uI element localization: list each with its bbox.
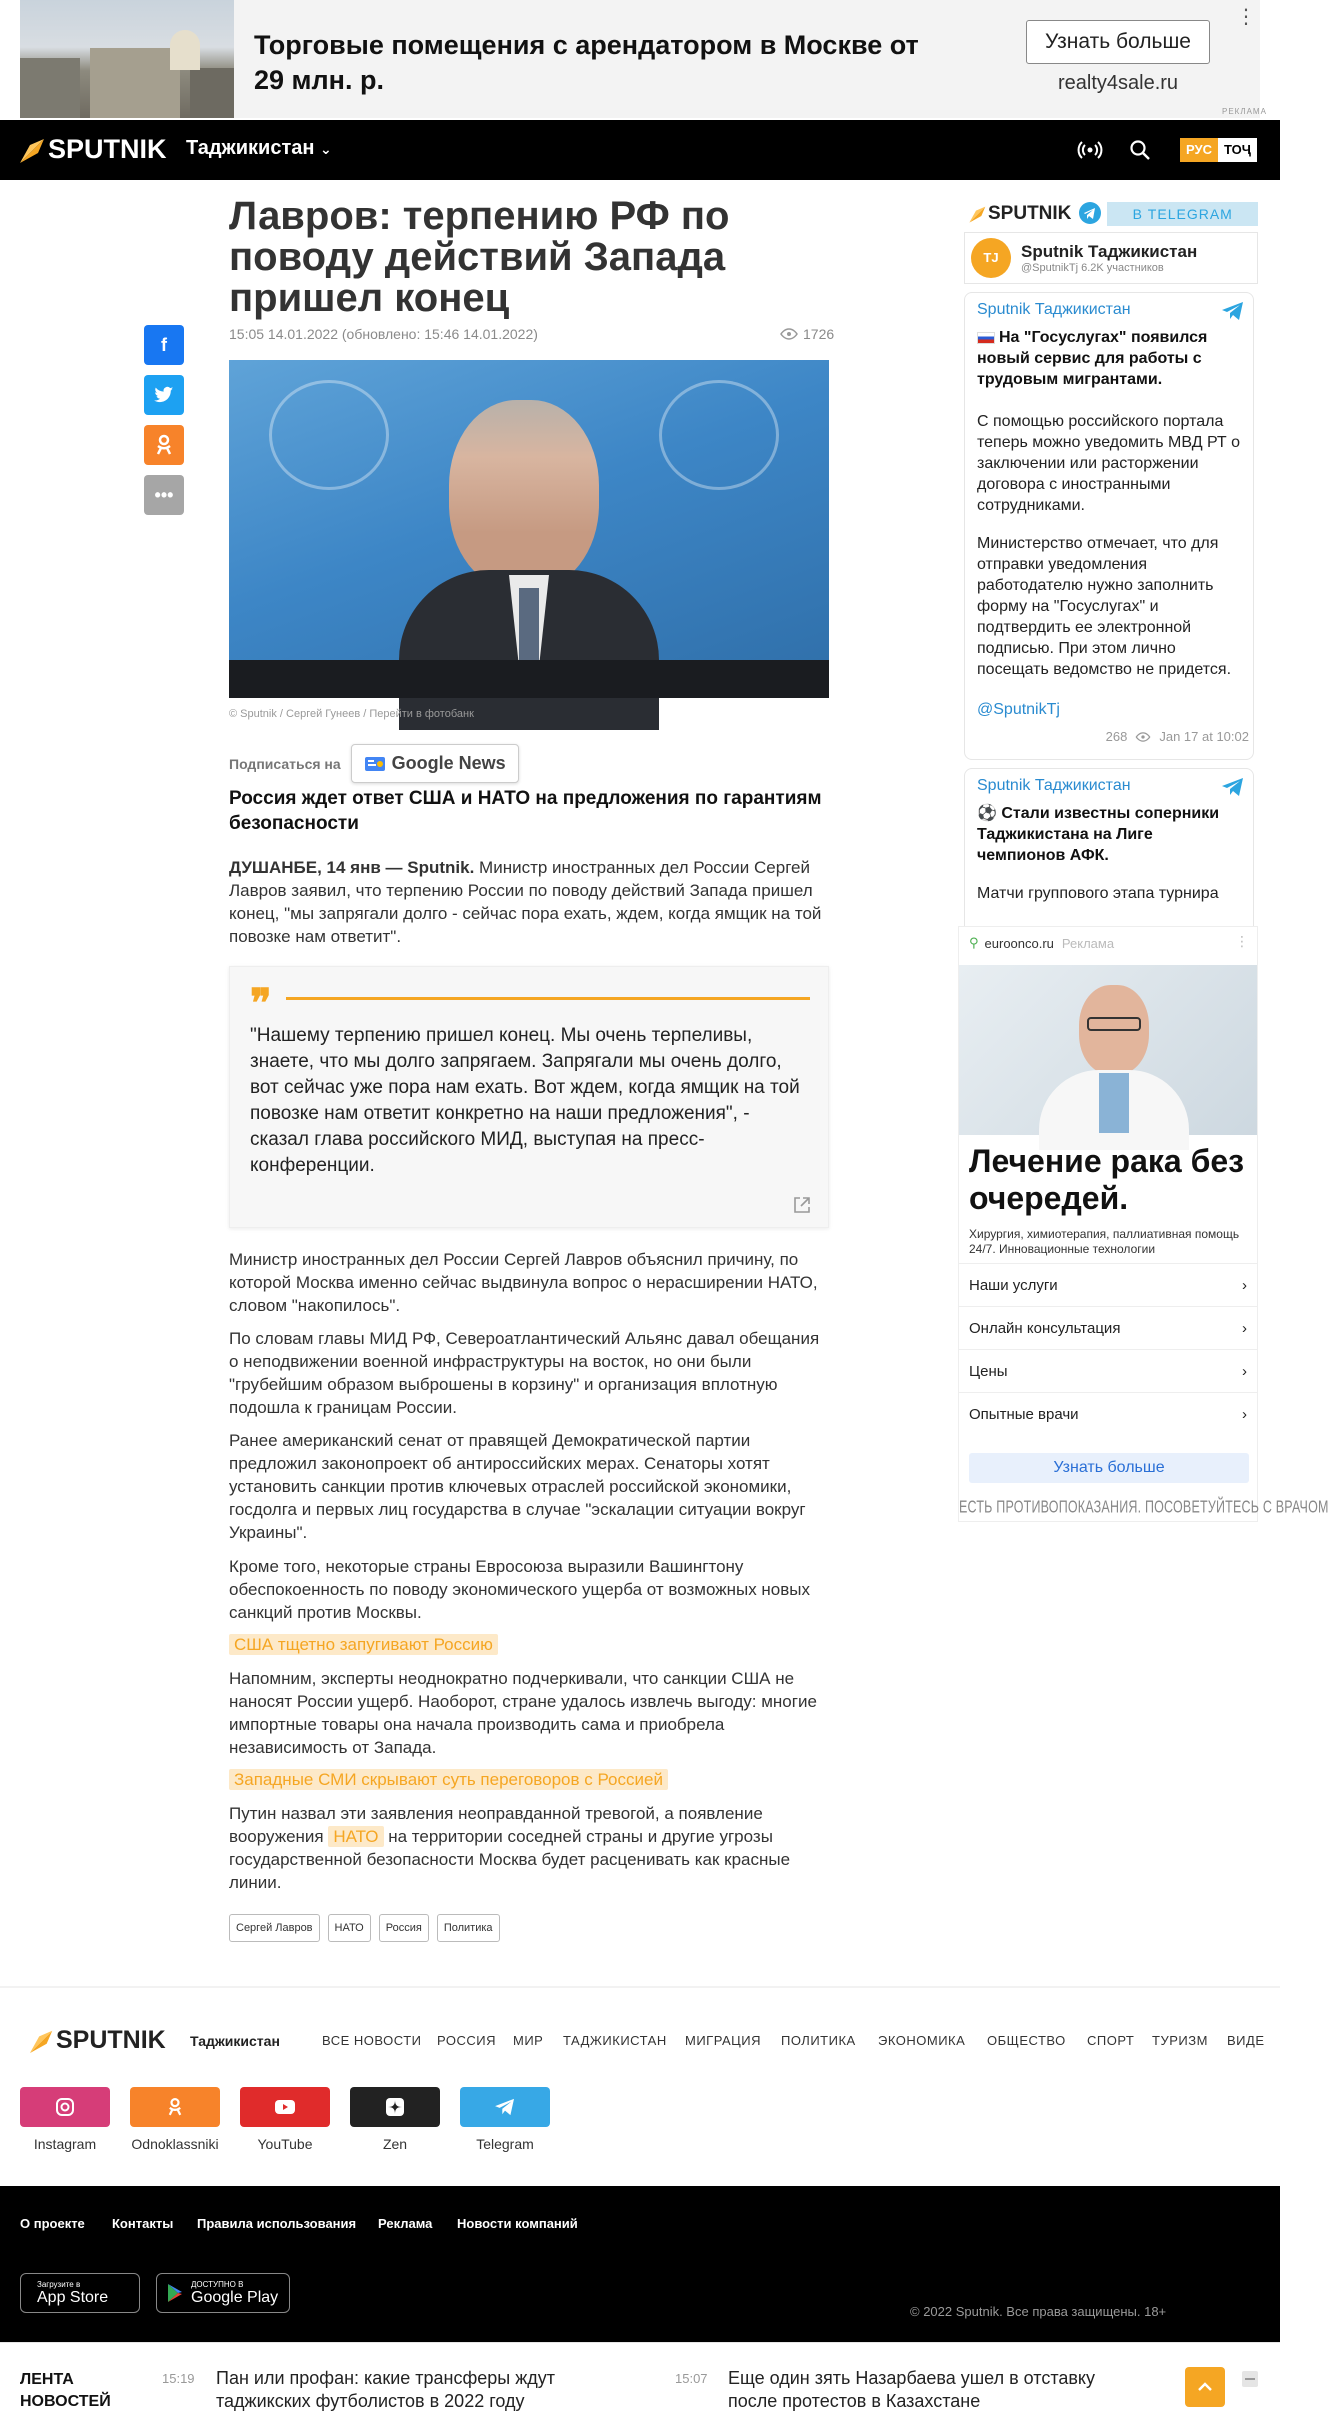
telegram-icon (1079, 202, 1101, 224)
article-photo[interactable] (229, 360, 829, 698)
ad-menu-item[interactable] (959, 1392, 1257, 1435)
ticker-item[interactable]: Еще один зять Назарбаева ушел в отставку после протестов в Казахстане (728, 2368, 1096, 2411)
post-meta (1089, 729, 1249, 744)
article-title: Лавров: терпению РФ по поводу действий Запада пришел конец (229, 194, 730, 320)
quote-icon: ❞ (250, 980, 272, 1027)
social-label[interactable]: Instagram (33, 2136, 97, 2152)
ad-learn-more-button[interactable]: Узнать больше (1026, 20, 1210, 64)
post-author[interactable]: Sputnik Таджикистан (977, 301, 1131, 318)
photo-caption[interactable]: © Sputnik / Сергей Гунеев / Перейти в фотобанк (229, 708, 474, 720)
share-quote-icon[interactable] (792, 1195, 812, 1215)
social-label[interactable]: Odnoklassniki (131, 2136, 219, 2152)
in-telegram-label: В TELEGRAM (1107, 202, 1258, 226)
site-header (0, 120, 1280, 180)
related-link-2[interactable]: Западные СМИ скрывают суть переговоров с Россией (229, 1769, 668, 1790)
telegram-icon (1221, 301, 1245, 321)
paragraph-7-start: Путин назвал эти заявления неоправданной тревогой, а появление вооружения (229, 1804, 763, 1846)
ad-domain[interactable]: realty4sale.ru (1057, 72, 1179, 94)
paragraph-1-text: Министр иностранных дел России Сергей Лавров заявил, что терпению России по поводу действий Запада пришел конец, "мы запрягали долго - сейчас пора ехать, ждем, когда ямщик на той повозке нам ответит". (229, 858, 822, 946)
footer-nav-item[interactable]: ПОЛИТИКА (781, 2033, 856, 2048)
lang-ru[interactable]: РУС (1180, 138, 1218, 162)
ticker-item[interactable]: Пан или профан: какие трансферы ждут таджикских футболистов в 2022 году (216, 2368, 556, 2411)
article-lead: Россия ждет ответ США и НАТО на предложения по гарантиям безопасности (229, 788, 822, 834)
footer-nav-item[interactable]: ВСЕ НОВОСТИ (322, 2033, 422, 2048)
ad-label: Реклама (1061, 935, 1115, 951)
twitter-share-icon[interactable] (144, 375, 184, 415)
telegram-widget (958, 196, 1258, 902)
google-news-label: Google News (391, 753, 506, 773)
footer-nav-item[interactable]: МИГРАЦИЯ (685, 2033, 762, 2048)
more-icon[interactable]: ⋮ (1236, 6, 1256, 28)
paragraph-3: По словам главы МИД РФ, Североатлантический Альянс давал обещания о неподвижении военной инфраструктуры на восток, но они были "грубейшим образом выброшены в корзину" и организация вплотную подошла к границам России. (229, 1329, 820, 1417)
quote-divider (286, 997, 810, 1000)
logo-text: SPUTNIK (48, 134, 167, 164)
dateline: ДУШАНБЕ, 14 янв — Sputnik. (229, 858, 475, 877)
post-body-2: Министерство отмечает, что для отправки уведомления работодателю нужно заполнить форму на "Госуслугах" и подтвердить ее электронной подписью. При этом лично посещать ведомство не придется. (977, 535, 1232, 678)
telegram-brand (968, 202, 1071, 226)
article-date: 15:05 14.01.2022 (обновлено: 15:46 14.01.2022) (229, 326, 538, 342)
appstore-small: Загрузите в (37, 2279, 81, 2289)
sputnik-logo[interactable] (18, 134, 167, 165)
lang-tj[interactable]: ТОҶ (1218, 138, 1257, 162)
views-count: 1726 (803, 326, 835, 342)
collapse-ticker-icon[interactable] (1242, 2371, 1258, 2387)
ticker-label (20, 2369, 111, 2413)
ad-image (20, 0, 234, 118)
social-label[interactable]: YouTube (257, 2136, 313, 2152)
channel-handle: @SputnikTj 6.2K участников (1021, 262, 1164, 274)
footer-nav-item[interactable]: ЭКОНОМИКА (878, 2033, 966, 2048)
tag-item[interactable]: НАТО (328, 1914, 371, 1942)
ticker-time: 15:19 (162, 2371, 195, 2386)
footer-link[interactable]: Правила использования (197, 2216, 357, 2231)
post-headline (977, 327, 1243, 390)
ticker-time: 15:07 (675, 2371, 708, 2386)
region-selector[interactable] (186, 137, 332, 160)
ad-photo[interactable] (959, 965, 1257, 1135)
ad-menu-label: Онлайн консультация (969, 1319, 1121, 1337)
post-headline (977, 803, 1243, 866)
language-switch (1180, 138, 1257, 162)
quote-text: "Нашему терпению пришел конец. Мы очень терпеливы, знаете, что мы долго запрягаем. Запрягали мы очень долго, вот сейчас уже пора нам ехать. Вот ждем, когда ямщик на той повозке нам ответит конкретно на наши предложения", - сказал глава российского МИД, выступая на пресс-конференции. (250, 1025, 800, 1176)
nato-link[interactable]: НАТО (328, 1826, 383, 1847)
google-play-icon (167, 2283, 185, 2303)
sidebar-ad[interactable] (958, 926, 1329, 1522)
paragraph-7 (229, 1802, 829, 1894)
footer-nav-item[interactable]: СПОРТ (1087, 2033, 1135, 2048)
more-icon[interactable]: ⋮ (1235, 933, 1249, 949)
telegram-post[interactable] (964, 292, 1254, 760)
logo-text: SPUTNIK (56, 2026, 166, 2054)
ad-title[interactable]: Торговые помещения с арендатором в Москве от 29 млн. р. (254, 30, 919, 95)
post-headline-text: Стали известны соперники Таджикистана на Лиге чемпионов АФК. (977, 805, 1220, 864)
tags-list (229, 1914, 500, 1942)
post-hashtag[interactable]: @SputnikTj (977, 701, 1060, 718)
telegram-icon[interactable] (460, 2087, 550, 2127)
telegram-channel[interactable] (964, 232, 1258, 284)
ad-menu-label: Цены (969, 1362, 1008, 1380)
tag-item[interactable]: Политика (437, 1914, 500, 1942)
news-ticker (0, 2342, 1280, 2428)
post-headline-text: На "Госуслугах" появился новый сервис для работы с трудовым мигрантами. (977, 329, 1208, 388)
ad-menu-item[interactable] (959, 1263, 1257, 1306)
ad-learn-more-button[interactable]: Узнать больше (969, 1453, 1249, 1483)
ticker-label-1: ЛЕНТА (20, 2371, 74, 2388)
footer-link[interactable]: Реклама (378, 2216, 433, 2231)
ad-disclaimer: ЕСТЬ ПРОТИВОПОКАЗАНИЯ. ПОСОВЕТУЙТЕСЬ С ВРАЧОМ (959, 1497, 1329, 1517)
ad-menu (959, 1263, 1257, 1435)
chevron-down-icon: ⌄ (320, 141, 332, 157)
gplay-label: Google Play (191, 2288, 279, 2306)
channel-name: Sputnik Таджикистан (1021, 242, 1198, 261)
paragraph-6: Напомним, эксперты неоднократно подчеркивали, что санкции США не наносят России ущерб. Наоборот, стране удалось извлечь выгоду: многие импортные товары она начала производить сама и приобрела независимость от Запада. (229, 1669, 817, 1757)
footer (0, 1986, 1280, 2186)
eye-icon (780, 328, 798, 340)
radio-icon[interactable] (1078, 138, 1102, 162)
paragraph-2: Министр иностранных дел России Сергей Лавров объяснил причину, по которой Москва именно сейчас выдвинула вопрос о нерасширении НАТО, словом "накопилось". (229, 1250, 818, 1315)
paragraph-4: Ранее американский сенат от правящей Демократической партии предложил законопроект об антироссийских мерах. Сенаторы хотят установить санкции против ключевых отраслей российской экономики, госдолга и первых лиц государства в случае "эскалации ситуации вокруг Украины". (229, 1431, 806, 1542)
chevron-right-icon: › (1242, 1362, 1247, 1380)
ticker-label-2: НОВОСТЕЙ (20, 2393, 111, 2410)
eye-icon (1135, 732, 1151, 742)
ad-subtitle: Хирургия, химиотерапия, паллиативная помощь 24/7. Инновационные технологии (969, 1227, 1240, 1256)
post-views: 268 (1105, 729, 1128, 744)
telegram-icon (1221, 777, 1245, 797)
footer-nav-item[interactable]: ОБЩЕСТВО (987, 2033, 1066, 2048)
footer-link[interactable]: Контакты (112, 2216, 174, 2231)
related-link-1[interactable]: США тщетно запугивают Россию (229, 1634, 498, 1655)
scroll-top-button[interactable] (1185, 2367, 1225, 2407)
facebook-share-icon[interactable]: f (144, 325, 184, 365)
google-news-subscribe (229, 744, 519, 783)
views-counter (780, 326, 834, 342)
tag-item[interactable]: Россия (379, 1914, 429, 1942)
more-share-icon[interactable]: ••• (144, 475, 184, 515)
channel-avatar: TJ (971, 238, 1011, 278)
post-body: Матчи группового этапа турнира (977, 885, 1219, 902)
footer-link[interactable]: Новости компаний (457, 2216, 578, 2231)
paragraph-5: Кроме того, некоторые страны Евросоюза выразили Вашингтону обеспокоенность по поводу экономического ущерба от возможных новых санкций против Москвы. (229, 1557, 811, 1622)
paragraph-1 (229, 856, 829, 948)
telegram-header (968, 202, 1258, 226)
footer-nav-item[interactable]: ВИДЕ (1227, 2033, 1265, 2048)
odnoklassniki-icon[interactable] (130, 2087, 220, 2127)
related-link-2-row (229, 1768, 829, 1791)
quote-block (229, 966, 829, 1228)
ad-label: РЕКЛАМА (1222, 107, 1267, 116)
footer-logo[interactable] (28, 2026, 166, 2055)
appstore-label: App Store (37, 2288, 109, 2306)
subscribe-label: Подписаться на (229, 755, 341, 772)
gplay-small: ДОСТУПНО В (191, 2279, 244, 2289)
leaf-icon: ⚲ (969, 935, 979, 950)
footer-dark (0, 2186, 1280, 2342)
ad-source (969, 935, 1114, 951)
footer-region: Таджикистан (190, 2033, 280, 2049)
post-time: Jan 17 at 10:02 (1159, 729, 1249, 744)
search-icon[interactable] (1128, 138, 1152, 162)
google-play-button[interactable] (156, 2273, 290, 2313)
flag-icon (977, 332, 995, 344)
top-ad-banner[interactable] (0, 0, 1280, 120)
sputnik-logo-icon (28, 2027, 56, 2055)
ad-headline[interactable]: Лечение рака без очередей. (969, 1143, 1245, 1216)
tag-item[interactable]: Сергей Лавров (229, 1914, 320, 1942)
ad-menu-item[interactable] (959, 1349, 1257, 1392)
social-label[interactable]: Zen (382, 2136, 408, 2152)
copyright: © 2022 Sputnik. Все права защищены. 18+ (910, 2304, 1167, 2319)
ad-menu-label: Наши услуги (969, 1276, 1058, 1294)
region-label: Таджикистан (186, 137, 315, 159)
football-icon: ⚽ (977, 805, 997, 822)
post-author[interactable]: Sputnik Таджикистан (977, 777, 1131, 794)
chevron-right-icon: › (1242, 1405, 1247, 1423)
post-body-1: С помощью российского портала теперь можно уведомить МВД РТ о заключении или расторжении договора с иностранными сотрудниками. (977, 413, 1241, 514)
footer-link[interactable]: О проекте (20, 2216, 85, 2231)
zen-icon[interactable] (350, 2087, 440, 2127)
ad-menu-item[interactable] (959, 1306, 1257, 1349)
app-store-button[interactable] (20, 2273, 140, 2313)
paragraph-7-end: на территории соседней страны и другие угрозы государственной безопасности Москва будет расценивать как красные линии. (229, 1827, 791, 1892)
social-label[interactable]: Telegram (476, 2136, 534, 2152)
footer-nav-item[interactable]: МИР (513, 2033, 544, 2048)
google-news-button[interactable] (351, 744, 519, 783)
youtube-icon[interactable] (240, 2087, 330, 2127)
sputnik-logo-icon (18, 135, 48, 165)
footer-nav-item[interactable]: ТУРИЗМ (1152, 2033, 1208, 2048)
google-news-icon (364, 756, 386, 772)
ad-domain[interactable]: euroonco.ru (984, 935, 1054, 951)
chevron-right-icon: › (1242, 1276, 1247, 1294)
footer-nav-item[interactable]: ТАДЖИКИСТАН (563, 2033, 667, 2048)
chevron-right-icon: › (1242, 1319, 1247, 1337)
chevron-up-icon (1197, 2382, 1213, 2392)
telegram-brand-text: SPUTNIK (988, 203, 1072, 224)
sputnik-logo-icon (968, 204, 988, 224)
odnoklassniki-share-icon[interactable] (144, 425, 184, 465)
related-link-1-row (229, 1633, 829, 1656)
footer-nav-item[interactable]: РОССИЯ (437, 2033, 497, 2048)
ad-menu-label: Опытные врачи (969, 1405, 1079, 1423)
instagram-icon[interactable] (20, 2087, 110, 2127)
